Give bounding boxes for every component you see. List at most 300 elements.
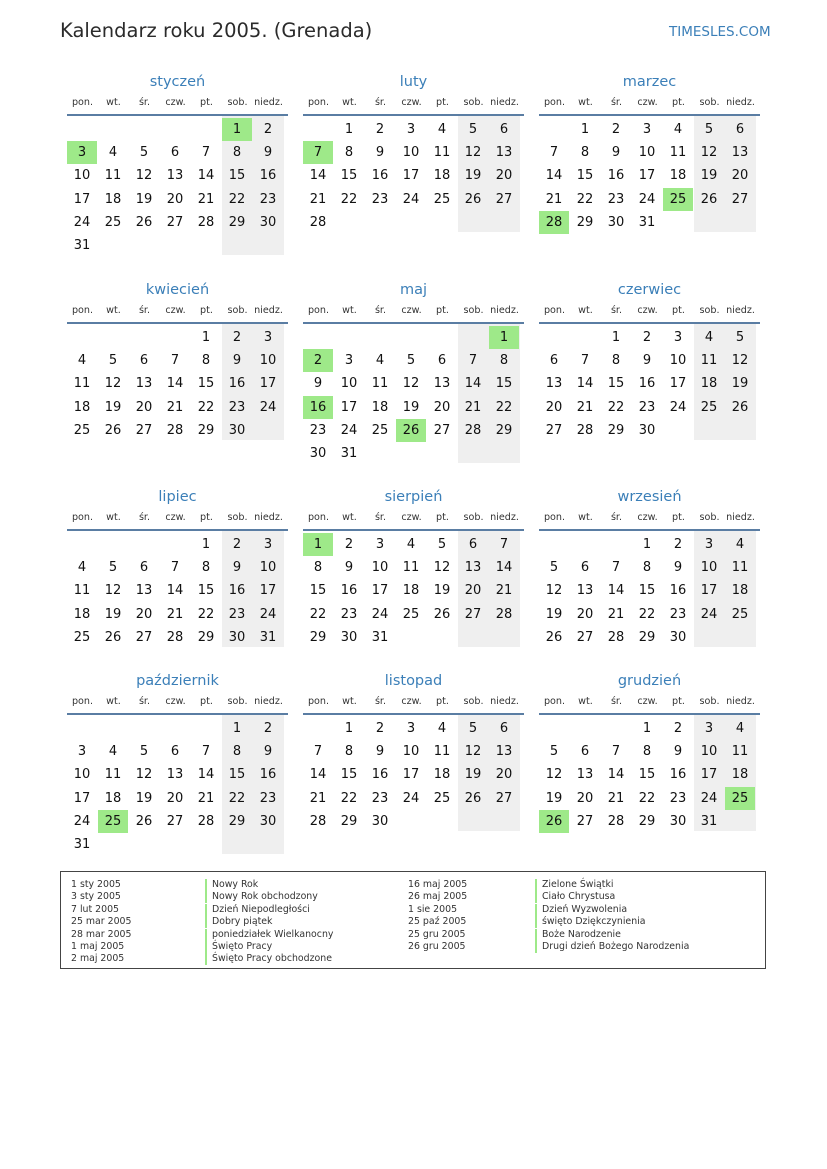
day-cell: 15 (228, 168, 246, 184)
day-cell: 16 (371, 767, 389, 783)
holiday-day-cell: 25 (725, 787, 755, 810)
holiday-day-cell: 1 (222, 118, 252, 141)
day-cell: 5 (437, 537, 447, 552)
day-cell: 26 (545, 629, 563, 645)
day-cell: 21 (495, 583, 513, 599)
weekday-label: niedz. (726, 97, 755, 108)
legend-date: 25 mar 2005 (71, 916, 132, 928)
day-cell: 16 (669, 767, 687, 783)
weekday-label: pon. (543, 512, 566, 523)
day-cell: 9 (375, 744, 385, 760)
day-cell: 29 (228, 214, 246, 230)
month-name: listopad (384, 673, 443, 689)
day-cell: 21 (309, 790, 327, 806)
day-cell: 1 (344, 721, 354, 736)
day-cell: 15 (340, 767, 358, 783)
weekday-label: sob. (463, 512, 484, 523)
day-cell: 30 (669, 813, 687, 829)
month-calendar (303, 672, 524, 862)
weekday-label: niedz. (726, 305, 755, 316)
weekday-label: pt. (200, 97, 213, 108)
weekday-label: wt. (342, 97, 357, 108)
day-cell: 17 (340, 399, 358, 415)
day-cell: 28 (464, 422, 482, 438)
weekday-label: niedz. (254, 512, 283, 523)
day-cell: 2 (642, 330, 652, 345)
month-name: lipiec (158, 489, 197, 505)
weekday-label: sob. (699, 512, 720, 523)
day-cell: 14 (607, 583, 625, 599)
day-cell: 11 (104, 767, 122, 783)
legend-holiday-name: Nowy Rok obchodzony (205, 891, 318, 903)
day-cell: 12 (135, 168, 153, 184)
day-cell: 15 (607, 376, 625, 392)
day-cell: 30 (259, 214, 277, 230)
day-cell: 25 (433, 790, 451, 806)
day-cell: 20 (135, 606, 153, 622)
day-cell: 24 (259, 399, 277, 415)
day-cell: 5 (704, 122, 714, 137)
day-cell: 21 (166, 399, 184, 415)
day-cell: 25 (73, 629, 91, 645)
day-cell: 27 (545, 422, 563, 438)
month-calendar (539, 73, 760, 263)
month-calendar (303, 488, 524, 678)
day-cell: 11 (371, 376, 389, 392)
day-cell: 30 (607, 214, 625, 230)
day-cell: 30 (669, 629, 687, 645)
holiday-day-cell: 16 (303, 396, 333, 419)
day-cell: 22 (638, 606, 656, 622)
day-cell: 13 (166, 767, 184, 783)
day-cell: 24 (73, 214, 91, 230)
day-cell: 22 (197, 606, 215, 622)
day-cell: 15 (495, 376, 513, 392)
day-cell: 20 (166, 790, 184, 806)
weekday-label: wt. (342, 696, 357, 707)
day-cell: 21 (607, 790, 625, 806)
day-cell: 16 (228, 376, 246, 392)
day-cell: 15 (576, 168, 594, 184)
day-cell: 11 (402, 560, 420, 576)
day-cell: 24 (638, 191, 656, 207)
legend-date: 7 lut 2005 (71, 903, 120, 915)
day-cell: 30 (228, 629, 246, 645)
day-cell: 3 (704, 721, 714, 736)
day-cell: 13 (135, 583, 153, 599)
legend-date: 26 gru 2005 (408, 941, 466, 952)
day-cell: 8 (642, 560, 652, 576)
day-cell: 22 (576, 191, 594, 207)
legend-holiday-name: Ciało Chrystusa (535, 891, 615, 903)
day-cell: 21 (197, 191, 215, 207)
day-cell: 11 (669, 145, 687, 161)
day-cell: 20 (576, 606, 594, 622)
weekday-label: niedz. (490, 512, 519, 523)
month-name: kwiecień (145, 282, 210, 298)
weekday-label: śr. (610, 512, 623, 523)
holiday-day-cell: 3 (67, 141, 97, 164)
day-cell: 21 (576, 399, 594, 415)
day-cell: 29 (607, 422, 625, 438)
day-cell: 21 (545, 191, 563, 207)
day-cell: 15 (197, 376, 215, 392)
day-cell: 17 (402, 168, 420, 184)
weekday-label: czw. (637, 512, 658, 523)
day-cell: 29 (576, 214, 594, 230)
weekday-label: sob. (463, 97, 484, 108)
day-cell: 1 (344, 122, 354, 137)
day-cell: 17 (700, 583, 718, 599)
day-cell: 9 (673, 560, 683, 576)
weekday-label: sob. (227, 97, 248, 108)
day-cell: 8 (499, 353, 509, 369)
month-name: sierpień (384, 489, 443, 505)
day-cell: 16 (259, 767, 277, 783)
day-cell: 30 (228, 422, 246, 438)
day-cell: 10 (73, 168, 91, 184)
day-cell: 18 (731, 583, 749, 599)
weekday-label: pon. (543, 305, 566, 316)
day-cell: 11 (73, 583, 91, 599)
day-cell: 17 (402, 767, 420, 783)
page-title: Kalendarz roku 2005. (Grenada) (60, 19, 373, 42)
day-cell: 12 (104, 376, 122, 392)
holiday-day-cell: 1 (489, 326, 519, 349)
day-cell: 17 (371, 583, 389, 599)
day-cell: 17 (73, 191, 91, 207)
day-cell: 26 (464, 191, 482, 207)
legend-date: 1 maj 2005 (71, 941, 125, 952)
day-cell: 3 (263, 330, 273, 345)
day-cell: 27 (576, 629, 594, 645)
weekday-label: pon. (307, 305, 330, 316)
day-cell: 4 (375, 353, 385, 369)
day-cell: 19 (731, 376, 749, 392)
day-cell: 23 (259, 790, 277, 806)
day-cell: 27 (464, 606, 482, 622)
day-cell: 28 (576, 422, 594, 438)
day-cell: 11 (700, 353, 718, 369)
weekday-label: śr. (138, 305, 151, 316)
legend-date: 1 sie 2005 (408, 903, 458, 915)
day-cell: 9 (375, 145, 385, 161)
day-cell: 15 (638, 583, 656, 599)
day-cell: 19 (433, 583, 451, 599)
day-cell: 14 (166, 376, 184, 392)
day-cell: 20 (166, 191, 184, 207)
weekday-label: pt. (200, 512, 213, 523)
day-cell: 7 (201, 744, 211, 760)
day-cell: 17 (259, 583, 277, 599)
day-cell: 15 (197, 583, 215, 599)
day-cell: 1 (201, 330, 211, 345)
day-cell: 25 (433, 191, 451, 207)
day-cell: 13 (576, 583, 594, 599)
day-cell: 28 (607, 813, 625, 829)
weekday-label: pt. (672, 305, 685, 316)
day-cell: 13 (135, 376, 153, 392)
day-cell: 4 (673, 122, 683, 137)
day-cell: 6 (499, 122, 509, 137)
legend-holiday-name: Święto Pracy (205, 941, 272, 953)
weekday-label: śr. (610, 305, 623, 316)
weekday-label: pt. (200, 696, 213, 707)
day-cell: 19 (545, 606, 563, 622)
month-calendar (67, 488, 288, 678)
day-cell: 19 (464, 767, 482, 783)
day-cell: 12 (135, 767, 153, 783)
day-cell: 15 (340, 168, 358, 184)
weekday-label: pon. (71, 696, 94, 707)
day-cell: 31 (73, 238, 91, 253)
day-cell: 17 (669, 376, 687, 392)
day-cell: 23 (607, 191, 625, 207)
day-cell: 26 (104, 629, 122, 645)
day-cell: 3 (673, 330, 683, 345)
month-calendar (303, 281, 524, 471)
day-cell: 22 (228, 790, 246, 806)
day-cell: 12 (433, 560, 451, 576)
day-cell: 22 (197, 399, 215, 415)
day-cell: 21 (309, 191, 327, 207)
day-cell: 27 (576, 813, 594, 829)
day-cell: 17 (638, 168, 656, 184)
day-cell: 28 (309, 813, 327, 829)
day-cell: 12 (464, 145, 482, 161)
day-cell: 2 (673, 721, 683, 736)
day-cell: 24 (402, 790, 420, 806)
day-cell: 12 (545, 583, 563, 599)
day-cell: 17 (700, 767, 718, 783)
day-cell: 18 (402, 583, 420, 599)
day-cell: 6 (580, 744, 590, 760)
legend-holiday-name: Dzień Wyzwolenia (535, 904, 627, 916)
day-cell: 1 (232, 721, 242, 736)
day-cell: 16 (669, 583, 687, 599)
day-cell: 27 (495, 790, 513, 806)
holiday-day-cell: 25 (98, 810, 128, 833)
day-cell: 13 (433, 376, 451, 392)
day-cell: 9 (232, 560, 242, 576)
holiday-day-cell: 28 (539, 211, 569, 234)
day-cell: 4 (77, 560, 87, 576)
weekday-label: sob. (227, 305, 248, 316)
day-cell: 29 (495, 422, 513, 438)
day-cell: 7 (170, 353, 180, 369)
day-cell: 22 (340, 790, 358, 806)
month-name: maj (399, 282, 428, 298)
legend-date: 26 maj 2005 (408, 891, 468, 903)
day-cell: 5 (139, 744, 149, 760)
day-cell: 29 (197, 629, 215, 645)
holiday-day-cell: 25 (663, 188, 693, 211)
day-cell: 20 (731, 168, 749, 184)
day-cell: 6 (170, 744, 180, 760)
day-cell: 24 (402, 191, 420, 207)
day-cell: 18 (371, 399, 389, 415)
weekday-label: śr. (138, 97, 151, 108)
day-cell: 24 (340, 422, 358, 438)
day-cell: 2 (673, 537, 683, 552)
day-cell: 25 (104, 214, 122, 230)
day-cell: 14 (464, 376, 482, 392)
day-cell: 9 (263, 145, 273, 161)
weekday-label: wt. (578, 305, 593, 316)
day-cell: 8 (313, 560, 323, 576)
holiday-legend (60, 871, 766, 969)
day-cell: 2 (375, 122, 385, 137)
day-cell: 14 (607, 767, 625, 783)
day-cell: 1 (642, 537, 652, 552)
day-cell: 2 (375, 721, 385, 736)
day-cell: 7 (468, 353, 478, 369)
day-cell: 4 (437, 721, 447, 736)
day-cell: 18 (73, 399, 91, 415)
day-cell: 10 (402, 145, 420, 161)
day-cell: 4 (735, 721, 745, 736)
day-cell: 20 (433, 399, 451, 415)
day-cell: 7 (313, 744, 323, 760)
weekday-label: czw. (637, 97, 658, 108)
day-cell: 20 (495, 767, 513, 783)
day-cell: 24 (700, 790, 718, 806)
weekday-label: śr. (374, 305, 387, 316)
day-cell: 20 (495, 168, 513, 184)
day-cell: 18 (433, 767, 451, 783)
legend-date: 2 maj 2005 (71, 953, 125, 965)
day-cell: 12 (104, 583, 122, 599)
day-cell: 19 (402, 399, 420, 415)
weekday-label: czw. (401, 97, 422, 108)
day-cell: 21 (464, 399, 482, 415)
weekday-label: wt. (342, 305, 357, 316)
day-cell: 25 (731, 606, 749, 622)
weekday-label: pon. (543, 696, 566, 707)
day-cell: 7 (201, 145, 211, 161)
day-cell: 24 (700, 606, 718, 622)
day-cell: 6 (437, 353, 447, 369)
day-cell: 23 (669, 790, 687, 806)
site-link[interactable]: TIMESLES.COM (669, 24, 771, 40)
day-cell: 7 (580, 353, 590, 369)
day-cell: 14 (309, 767, 327, 783)
day-cell: 13 (576, 767, 594, 783)
weekday-label: czw. (401, 696, 422, 707)
day-cell: 23 (371, 790, 389, 806)
weekday-label: śr. (374, 512, 387, 523)
weekday-label: pt. (672, 696, 685, 707)
day-cell: 30 (309, 446, 327, 461)
day-cell: 25 (402, 606, 420, 622)
day-cell: 3 (642, 122, 652, 137)
weekday-label: pt. (200, 305, 213, 316)
day-cell: 4 (406, 537, 416, 552)
day-cell: 14 (166, 583, 184, 599)
legend-holiday-name: Nowy Rok (205, 879, 258, 891)
day-cell: 13 (495, 744, 513, 760)
weekday-label: wt. (578, 696, 593, 707)
day-cell: 11 (731, 560, 749, 576)
day-cell: 15 (309, 583, 327, 599)
day-cell: 28 (607, 629, 625, 645)
weekday-label: pt. (436, 305, 449, 316)
weekday-label: sob. (699, 305, 720, 316)
day-cell: 31 (700, 813, 718, 829)
day-cell: 5 (108, 353, 118, 369)
day-cell: 18 (669, 168, 687, 184)
day-cell: 20 (545, 399, 563, 415)
day-cell: 10 (669, 353, 687, 369)
weekday-label: sob. (227, 696, 248, 707)
weekday-label: czw. (637, 305, 658, 316)
day-cell: 26 (135, 214, 153, 230)
day-cell: 3 (704, 537, 714, 552)
day-cell: 30 (340, 629, 358, 645)
day-cell: 10 (259, 560, 277, 576)
day-cell: 9 (642, 353, 652, 369)
day-cell: 26 (700, 191, 718, 207)
day-cell: 7 (549, 145, 559, 161)
day-cell: 8 (344, 145, 354, 161)
day-cell: 14 (495, 560, 513, 576)
day-cell: 9 (673, 744, 683, 760)
day-cell: 27 (135, 629, 153, 645)
day-cell: 1 (642, 721, 652, 736)
day-cell: 7 (611, 744, 621, 760)
day-cell: 8 (232, 145, 242, 161)
legend-date: 25 paź 2005 (408, 916, 467, 928)
weekday-label: niedz. (726, 512, 755, 523)
day-cell: 27 (731, 191, 749, 207)
day-cell: 8 (201, 353, 211, 369)
weekday-label: wt. (106, 305, 121, 316)
day-cell: 26 (135, 813, 153, 829)
weekday-label: czw. (165, 97, 186, 108)
day-cell: 14 (309, 168, 327, 184)
weekday-label: wt. (342, 512, 357, 523)
day-cell: 26 (104, 422, 122, 438)
day-cell: 2 (263, 122, 273, 137)
weekday-label: niedz. (254, 305, 283, 316)
day-cell: 24 (669, 399, 687, 415)
day-cell: 26 (731, 399, 749, 415)
legend-date: 1 sty 2005 (71, 879, 121, 890)
day-cell: 5 (108, 560, 118, 576)
day-cell: 16 (607, 168, 625, 184)
day-cell: 15 (228, 767, 246, 783)
weekday-label: niedz. (254, 696, 283, 707)
day-cell: 12 (700, 145, 718, 161)
day-cell: 4 (735, 537, 745, 552)
day-cell: 17 (73, 790, 91, 806)
day-cell: 29 (309, 629, 327, 645)
day-cell: 4 (77, 353, 87, 369)
day-cell: 27 (166, 813, 184, 829)
weekday-label: pt. (672, 97, 685, 108)
day-cell: 5 (406, 353, 416, 369)
day-cell: 9 (313, 376, 323, 392)
day-cell: 6 (468, 537, 478, 552)
day-cell: 10 (340, 376, 358, 392)
day-cell: 6 (499, 721, 509, 736)
day-cell: 28 (197, 214, 215, 230)
day-cell: 20 (576, 790, 594, 806)
day-cell: 14 (197, 767, 215, 783)
legend-holiday-name: święto Dziękczynienia (535, 916, 646, 928)
day-cell: 4 (704, 330, 714, 345)
day-cell: 19 (545, 790, 563, 806)
